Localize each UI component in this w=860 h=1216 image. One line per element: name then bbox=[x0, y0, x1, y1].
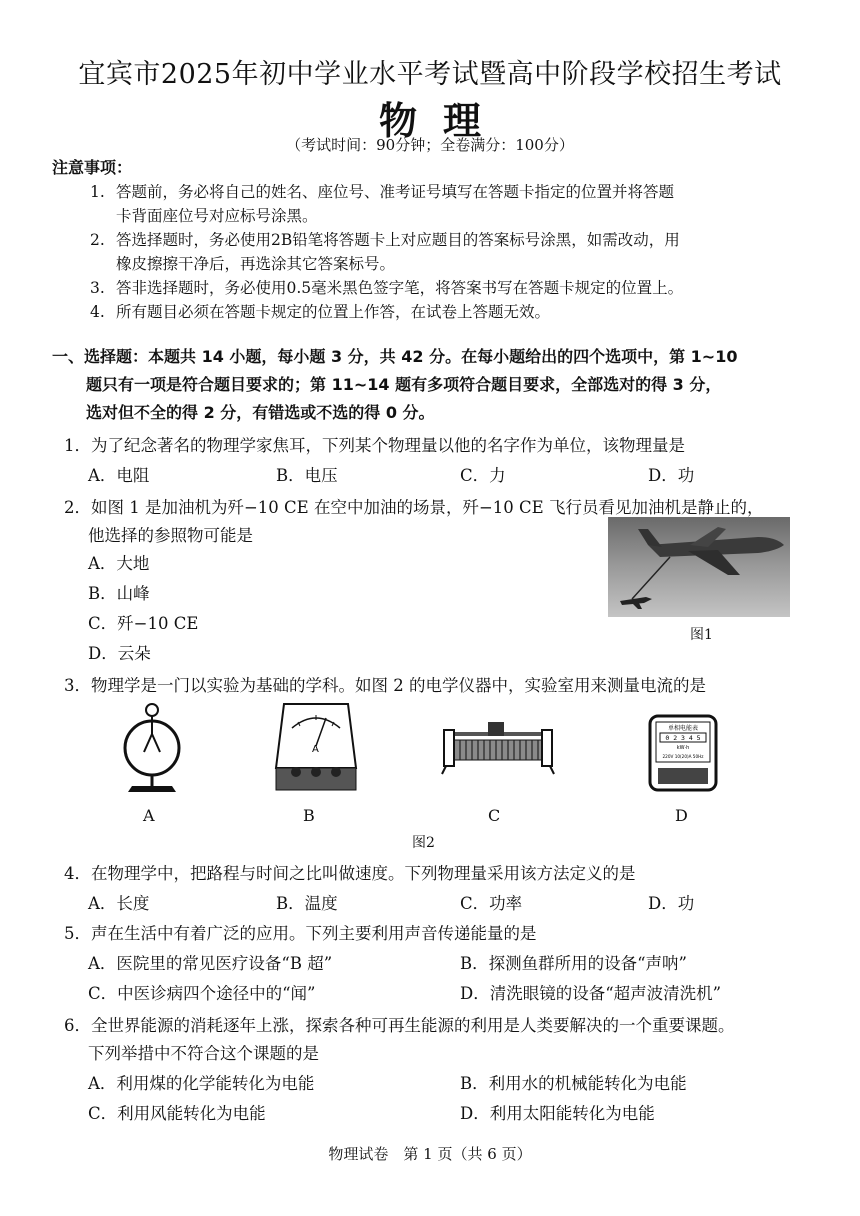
q5-option-b: B．探测鱼群所用的设备“声呐” bbox=[460, 954, 687, 973]
q3-label-c: C bbox=[488, 806, 501, 825]
q5-option-c: C．中医诊病四个途径中的“闻” bbox=[88, 984, 316, 1003]
q2-option-b: B．山峰 bbox=[88, 584, 150, 603]
notes-heading: 注意事项： bbox=[52, 158, 133, 177]
section-1-line-1: 一、选择题：本题共 14 小题，每小题 3 分，共 42 分。在每小题给出的四个选项中，第 1~10 bbox=[52, 347, 738, 366]
section-1-line-2: 题只有一项是符合题目要求的；第 11~14 题有多项符合题目要求，全部选对的得 3 分， bbox=[86, 375, 722, 394]
q6-stem-line-1: 6．全世界能源的消耗逐年上涨，探索各种可再生能源的利用是人类要解决的一个重要课题。 bbox=[64, 1016, 735, 1035]
note-4: 4. 所有题目必须在答题卡规定的位置上作答，在试卷上答题无效。 bbox=[90, 303, 551, 321]
page-footer: 物理试卷 第 1 页（共 6 页） bbox=[328, 1145, 532, 1163]
figure-1-caption: 图1 bbox=[690, 627, 713, 643]
meter-label-line-1: 单相电能表 bbox=[667, 725, 699, 732]
q6-stem-line-2: 下列举措中不符合这个课题的是 bbox=[88, 1044, 319, 1063]
q1-option-b: B．电压 bbox=[276, 466, 338, 485]
q4-option-c: C．功率 bbox=[460, 894, 523, 913]
q2-stem-line-2: 他选择的参照物可能是 bbox=[88, 526, 253, 545]
subject-title: 物理 bbox=[378, 98, 507, 143]
ammeter-icon bbox=[274, 700, 358, 794]
note-1-line-2: 卡背面座位号对应标号涂黑。 bbox=[116, 207, 318, 225]
q2-option-a: A．大地 bbox=[88, 554, 150, 573]
q4-option-a: A．长度 bbox=[88, 894, 150, 913]
exam-title: 宜宾市2025年初中学业水平考试暨高中阶段学校招生考试 bbox=[78, 59, 782, 90]
q6-option-c: C．利用风能转化为电能 bbox=[88, 1104, 266, 1123]
q5-option-d: D．清洗眼镜的设备“超声波清洗机” bbox=[460, 984, 722, 1003]
q3-label-b: B bbox=[303, 806, 315, 825]
meter-reading: 0 2 3 4 5 bbox=[665, 734, 701, 742]
note-3: 3. 答非选择题时，务必使用0.5毫米黑色签字笔，将答案书写在答题卡规定的位置上。 bbox=[90, 279, 684, 297]
electroscope-icon bbox=[116, 700, 188, 796]
q2-option-c: C．歼−10 CE bbox=[88, 614, 199, 633]
note-1-line-1: 1. 答题前，务必将自己的姓名、座位号、准考证号填写在答题卡指定的位置并将答题 bbox=[90, 183, 675, 201]
q6-option-a: A．利用煤的化学能转化为电能 bbox=[88, 1074, 315, 1093]
q2-option-d: D．云朵 bbox=[88, 644, 151, 663]
q1-option-d: D．功 bbox=[648, 466, 695, 485]
meter-unit: kW·h bbox=[676, 745, 690, 751]
note-2-line-2: 橡皮擦擦干净后，再选涂其它答案标号。 bbox=[116, 255, 396, 273]
q5-option-a: A．医院里的常见医疗设备“B 超” bbox=[88, 954, 333, 973]
q3-label-a: A bbox=[143, 806, 155, 825]
q3-stem: 3．物理学是一门以实验为基础的学科。如图 2 的电学仪器中，实验室用来测量电流的是 bbox=[64, 676, 706, 695]
figure-2-caption: 图2 bbox=[412, 835, 435, 851]
q1-stem: 1．为了纪念著名的物理学家焦耳，下列某个物理量以他的名字作为单位，该物理量是 bbox=[64, 436, 685, 455]
aerial-refueling-photo bbox=[608, 517, 790, 617]
meter-rating: 220V 10(20)A 50Hz bbox=[662, 754, 704, 759]
section-1-line-3: 选对但不全的得 2 分，有错选或不选的得 0 分。 bbox=[86, 403, 435, 422]
q2-stem-line-1: 2．如图 1 是加油机为歼−10 CE 在空中加油的场景，歼−10 CE 飞行员看见加油机是静止的， bbox=[64, 498, 764, 517]
q6-option-d: D．利用太阳能转化为电能 bbox=[460, 1104, 655, 1123]
q1-option-c: C．力 bbox=[460, 466, 506, 485]
svg-text:A: A bbox=[312, 744, 319, 755]
q4-stem: 4．在物理学中，把路程与时间之比叫做速度。下列物理量采用该方法定义的是 bbox=[64, 864, 636, 883]
q6-option-b: B．利用水的机械能转化为电能 bbox=[460, 1074, 687, 1093]
electric-energy-meter-icon bbox=[648, 714, 718, 792]
q4-option-d: D．功 bbox=[648, 894, 695, 913]
q5-stem: 5．声在生活中有着广泛的应用。下列主要利用声音传递能量的是 bbox=[64, 924, 537, 943]
sliding-rheostat-icon bbox=[440, 716, 556, 776]
exam-info: （考试时间：90分钟；全卷满分：100分） bbox=[286, 136, 574, 154]
q3-label-d: D bbox=[675, 806, 688, 825]
note-2-line-1: 2. 答选择题时，务必使用2B铅笔将答题卡上对应题目的答案标号涂黑，如需改动，用 bbox=[90, 231, 680, 249]
q4-option-b: B．温度 bbox=[276, 894, 338, 913]
q1-option-a: A．电阻 bbox=[88, 466, 150, 485]
